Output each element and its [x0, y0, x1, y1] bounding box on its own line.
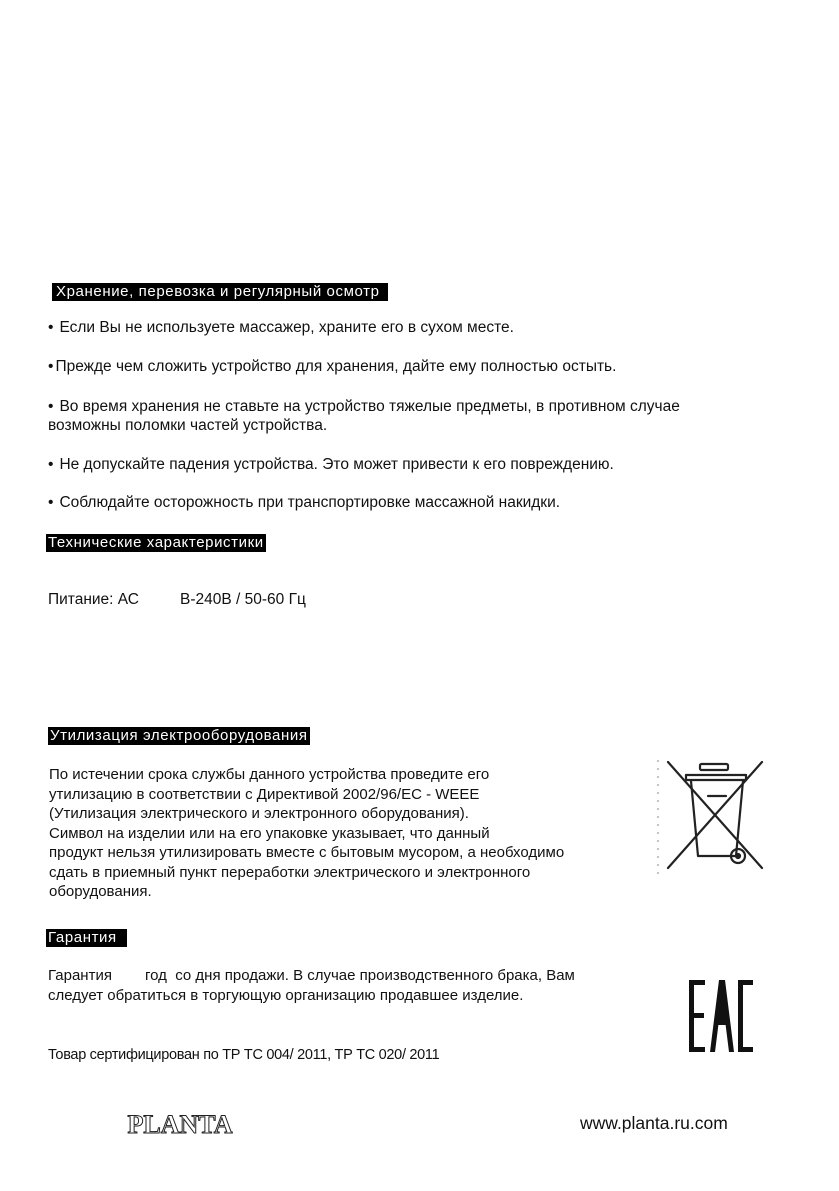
warranty-label: Гарантия: [48, 967, 112, 984]
storage-heading: Хранение, перевозка и регулярный осмотр: [52, 283, 388, 301]
disposal-line-4: Символ на изделии или на его упаковке указывает, что данный: [49, 825, 490, 842]
disposal-line-1: По истечении срока службы данного устройства проведите его: [49, 766, 490, 783]
power-value: В-240В / 50-60 Гц: [180, 591, 306, 608]
storage-bullet-text: Не допускайте падения устройства. Это может привести к его повреждению.: [59, 456, 614, 473]
bullet-dot: •: [48, 319, 54, 336]
bullet-dot: •: [48, 398, 54, 415]
storage-bullet-text: Если Вы не используете массажер, храните его в сухом месте.: [59, 319, 514, 336]
storage-bullet-4: [48, 455, 614, 475]
weee-crossed-bin-icon: [656, 756, 776, 880]
storage-bullet-2: [48, 357, 616, 377]
disposal-line-7: оборудования.: [49, 883, 152, 900]
storage-bullet-1: [48, 318, 514, 338]
eac-mark-icon: [688, 980, 754, 1052]
planta-logo: [96, 1107, 264, 1141]
disposal-line-2: утилизацию в соответствии с Директивой 2002/96/ЕС - WEEE: [49, 786, 480, 803]
storage-bullet-text: Во время хранения не ставьте на устройство тяжелые предметы, в противном случае: [59, 398, 680, 415]
bullet-dot: •: [48, 358, 54, 375]
storage-bullet-3-cont: возможны поломки частей устройства.: [48, 417, 328, 434]
warranty-heading: Гарантия: [46, 929, 127, 947]
planta-logo-lettering: PLANTA: [127, 1110, 233, 1139]
disposal-line-5: продукт нельзя утилизировать вместе с бытовым мусором, а необходимо: [49, 844, 565, 861]
disposal-line-3: (Утилизация электрического и электронного оборудования).: [49, 805, 469, 822]
certification-text: Товар сертифицирован по ТР ТС 004/ 2011, ТР ТС 020/ 2011: [48, 1047, 440, 1063]
bullet-dot: •: [48, 494, 54, 511]
specs-heading: Технические характеристики: [48, 534, 264, 551]
bullet-dot: •: [48, 456, 54, 473]
power-label: Питание: АС: [48, 591, 139, 608]
disposal-heading: Утилизация электрооборудования: [50, 727, 308, 744]
website-link[interactable]: www.planta.ru.com: [580, 1113, 728, 1133]
warranty-line-2: следует обратиться в торгующую организацию продавшее изделие.: [48, 987, 524, 1004]
storage-bullet-3: [48, 397, 680, 417]
storage-bullet-5: [48, 493, 560, 513]
storage-bullet-text: Прежде чем сложить устройство для хранения, дайте ему полностью остыть.: [55, 358, 617, 375]
warranty-text: год со дня продажи. В случае производственного брака, Вам: [145, 967, 575, 984]
disposal-line-6: сдать в приемный пункт переработки электрического и электронного: [49, 864, 531, 881]
storage-bullet-text: Соблюдайте осторожность при транспортировке массажной накидки.: [59, 494, 561, 511]
